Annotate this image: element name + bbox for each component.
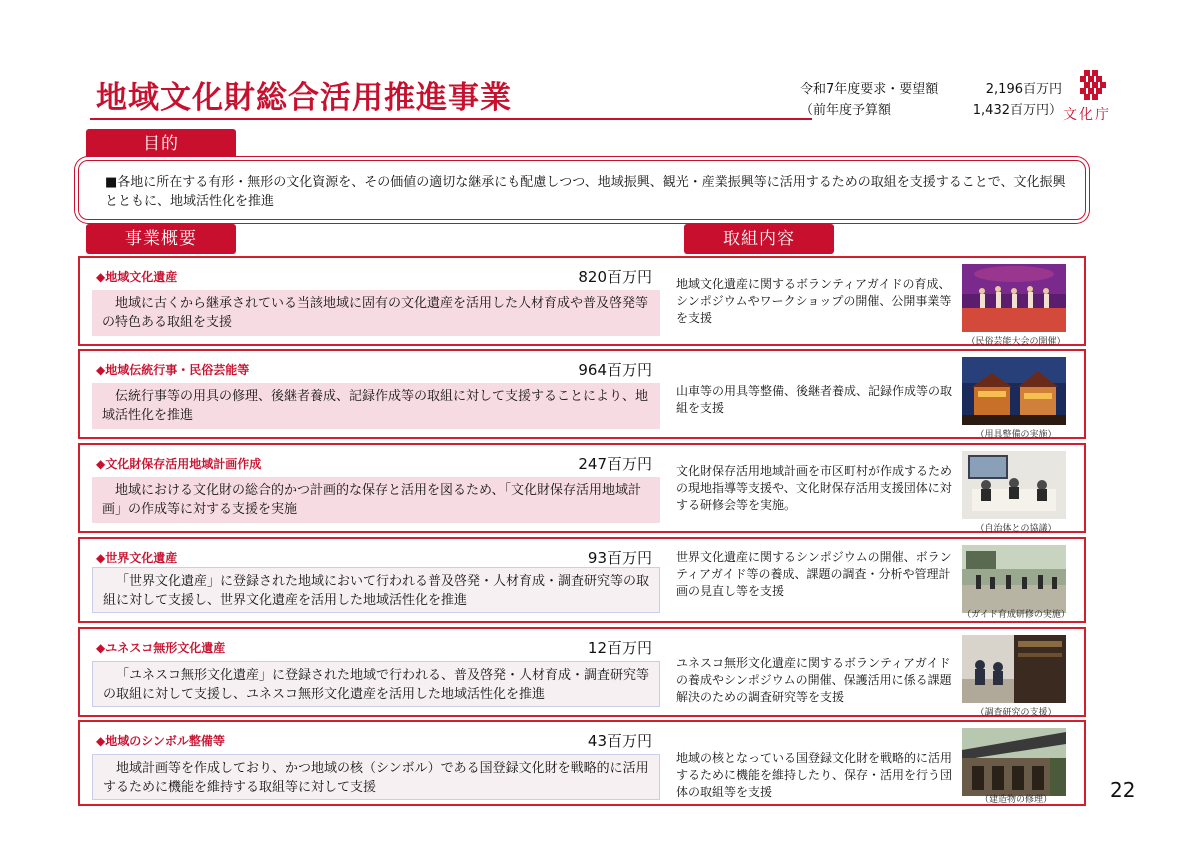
item-name: ◆地域のシンボル整備等 <box>96 734 225 748</box>
item-caption: （建造物の修理） <box>979 795 1052 805</box>
budget-label: 令和7年度要求・要望額 <box>800 82 939 97</box>
page-title: 地域文化財総合活用推進事業 <box>96 80 512 116</box>
item-name: ◆世界文化遺産 <box>96 551 178 565</box>
item-amount: 247百万円 <box>578 455 652 473</box>
budget-summary <box>800 79 1062 121</box>
program-item-world-heritage <box>78 537 1086 623</box>
agency-logo-text: 文化庁 <box>1063 107 1111 123</box>
item-amount: 93百万円 <box>587 549 652 567</box>
item-caption: （調査研究の支援） <box>975 708 1057 718</box>
research-photo <box>962 635 1066 703</box>
budget-label: （前年度予算額 <box>800 103 892 118</box>
guide-training-photo <box>962 545 1066 613</box>
item-name: ◆地域文化遺産 <box>96 270 178 284</box>
purpose-box <box>78 160 1086 220</box>
program-item-regional-plan <box>78 443 1086 533</box>
item-detail: 地域文化遺産に関するボランティアガイドの育成、シンポジウムやワークショップの開催、公開事業等を支援 <box>676 277 952 325</box>
item-description: 伝統行事等の用具の修理、後継者養成、記録作成等の取組に対して支援することにより、地域活性化を推進 <box>92 383 660 429</box>
program-item-symbol-development <box>78 720 1086 806</box>
purpose-tag: 目的 <box>86 129 236 159</box>
meeting-photo <box>962 451 1066 519</box>
program-item-traditional-events <box>78 349 1086 439</box>
item-detail: 文化財保存活用地域計画を市区町村が作成するための現地指導等支援や、文化財保存活用支援団体に対する研修会等を実施。 <box>676 464 953 512</box>
item-caption: （用具整備の実施） <box>975 430 1057 440</box>
item-detail: ユネスコ無形文化遺産に関するボランティアガイドの養成やシンポジウムの開催、保護活用に係る課題解決のための調査研究等を支援 <box>676 656 952 704</box>
item-name: ◆文化財保存活用地域計画作成 <box>96 457 262 471</box>
item-amount: 964百万円 <box>578 361 652 379</box>
budget-value: 1,432百万円） <box>972 103 1062 118</box>
title-underline <box>90 118 812 120</box>
stage-performance-photo <box>962 264 1066 332</box>
item-description: 地域における文化財の総合的かつ計画的な保存と活用を図るため、「文化財保存活用地域計画」の作成等に対する支援を実施 <box>92 477 660 523</box>
item-description: 「世界文化遺産」に登録された地域において行われる普及啓発・人材育成・調査研究等の取組に対して支援し、世界文化遺産を活用した地域活性化を推進 <box>92 567 660 613</box>
item-amount: 820百万円 <box>578 268 652 286</box>
item-description: 地域計画等を作成しており、かつ地域の核（シンボル）である国登録文化財を戦略的に活用するために機能を維持する取組等に対して支援 <box>92 754 660 800</box>
festival-float-photo <box>962 357 1066 425</box>
budget-value: 2,196百万円 <box>985 82 1062 97</box>
item-caption: （ガイド育成研修の実施） <box>962 610 1070 620</box>
purpose-text: ■各地に所在する有形・無形の文化資源を、その価値の適切な継承にも配慮しつつ、地域振興、観光・産業振興等に活用するための取組を支援することで、文化振興とともに、地域活性化を推進 <box>105 175 1066 209</box>
item-detail: 地域の核となっている国登録文化財を戦略的に活用するために機能を維持したり、保存・活用を行う団体の取組等を支援 <box>676 751 953 799</box>
item-detail: 世界文化遺産に関するシンポジウムの開催、ボランティアガイド等の養成、課題の調査・分析や管理計画の見直し等を支援 <box>676 550 952 598</box>
item-description: 地域に古くから継承されている当該地域に固有の文化遺産を活用した人材育成や普及啓発等の特色ある取組を支援 <box>92 290 660 336</box>
item-description: 「ユネスコ無形文化遺産」に登録された地域で行われる、普及啓発・人材育成・調査研究等の取組に対して支援し、ユネスコ無形文化遺産を活用した地域活性化を推進 <box>92 661 660 707</box>
building-repair-photo <box>962 728 1066 796</box>
overview-tag: 事業概要 <box>86 224 236 254</box>
program-item-unesco-intangible <box>78 627 1086 717</box>
item-amount: 12百万円 <box>587 639 652 657</box>
item-caption: （民俗芸能大会の開催） <box>966 337 1066 347</box>
item-caption: （自治体との協議） <box>975 524 1057 534</box>
page-number: 22 <box>1110 778 1136 802</box>
budget-row-previous <box>800 100 1062 121</box>
budget-row-request <box>800 79 1062 100</box>
program-item-local-heritage <box>78 256 1086 346</box>
item-detail: 山車等の用具等整備、後継者養成、記録作成等の取組を支援 <box>676 384 953 415</box>
item-amount: 43百万円 <box>587 732 652 750</box>
item-name: ◆地域伝統行事・民俗芸能等 <box>96 363 250 377</box>
content-tag: 取組内容 <box>684 224 834 254</box>
item-name: ◆ユネスコ無形文化遺産 <box>96 641 226 655</box>
